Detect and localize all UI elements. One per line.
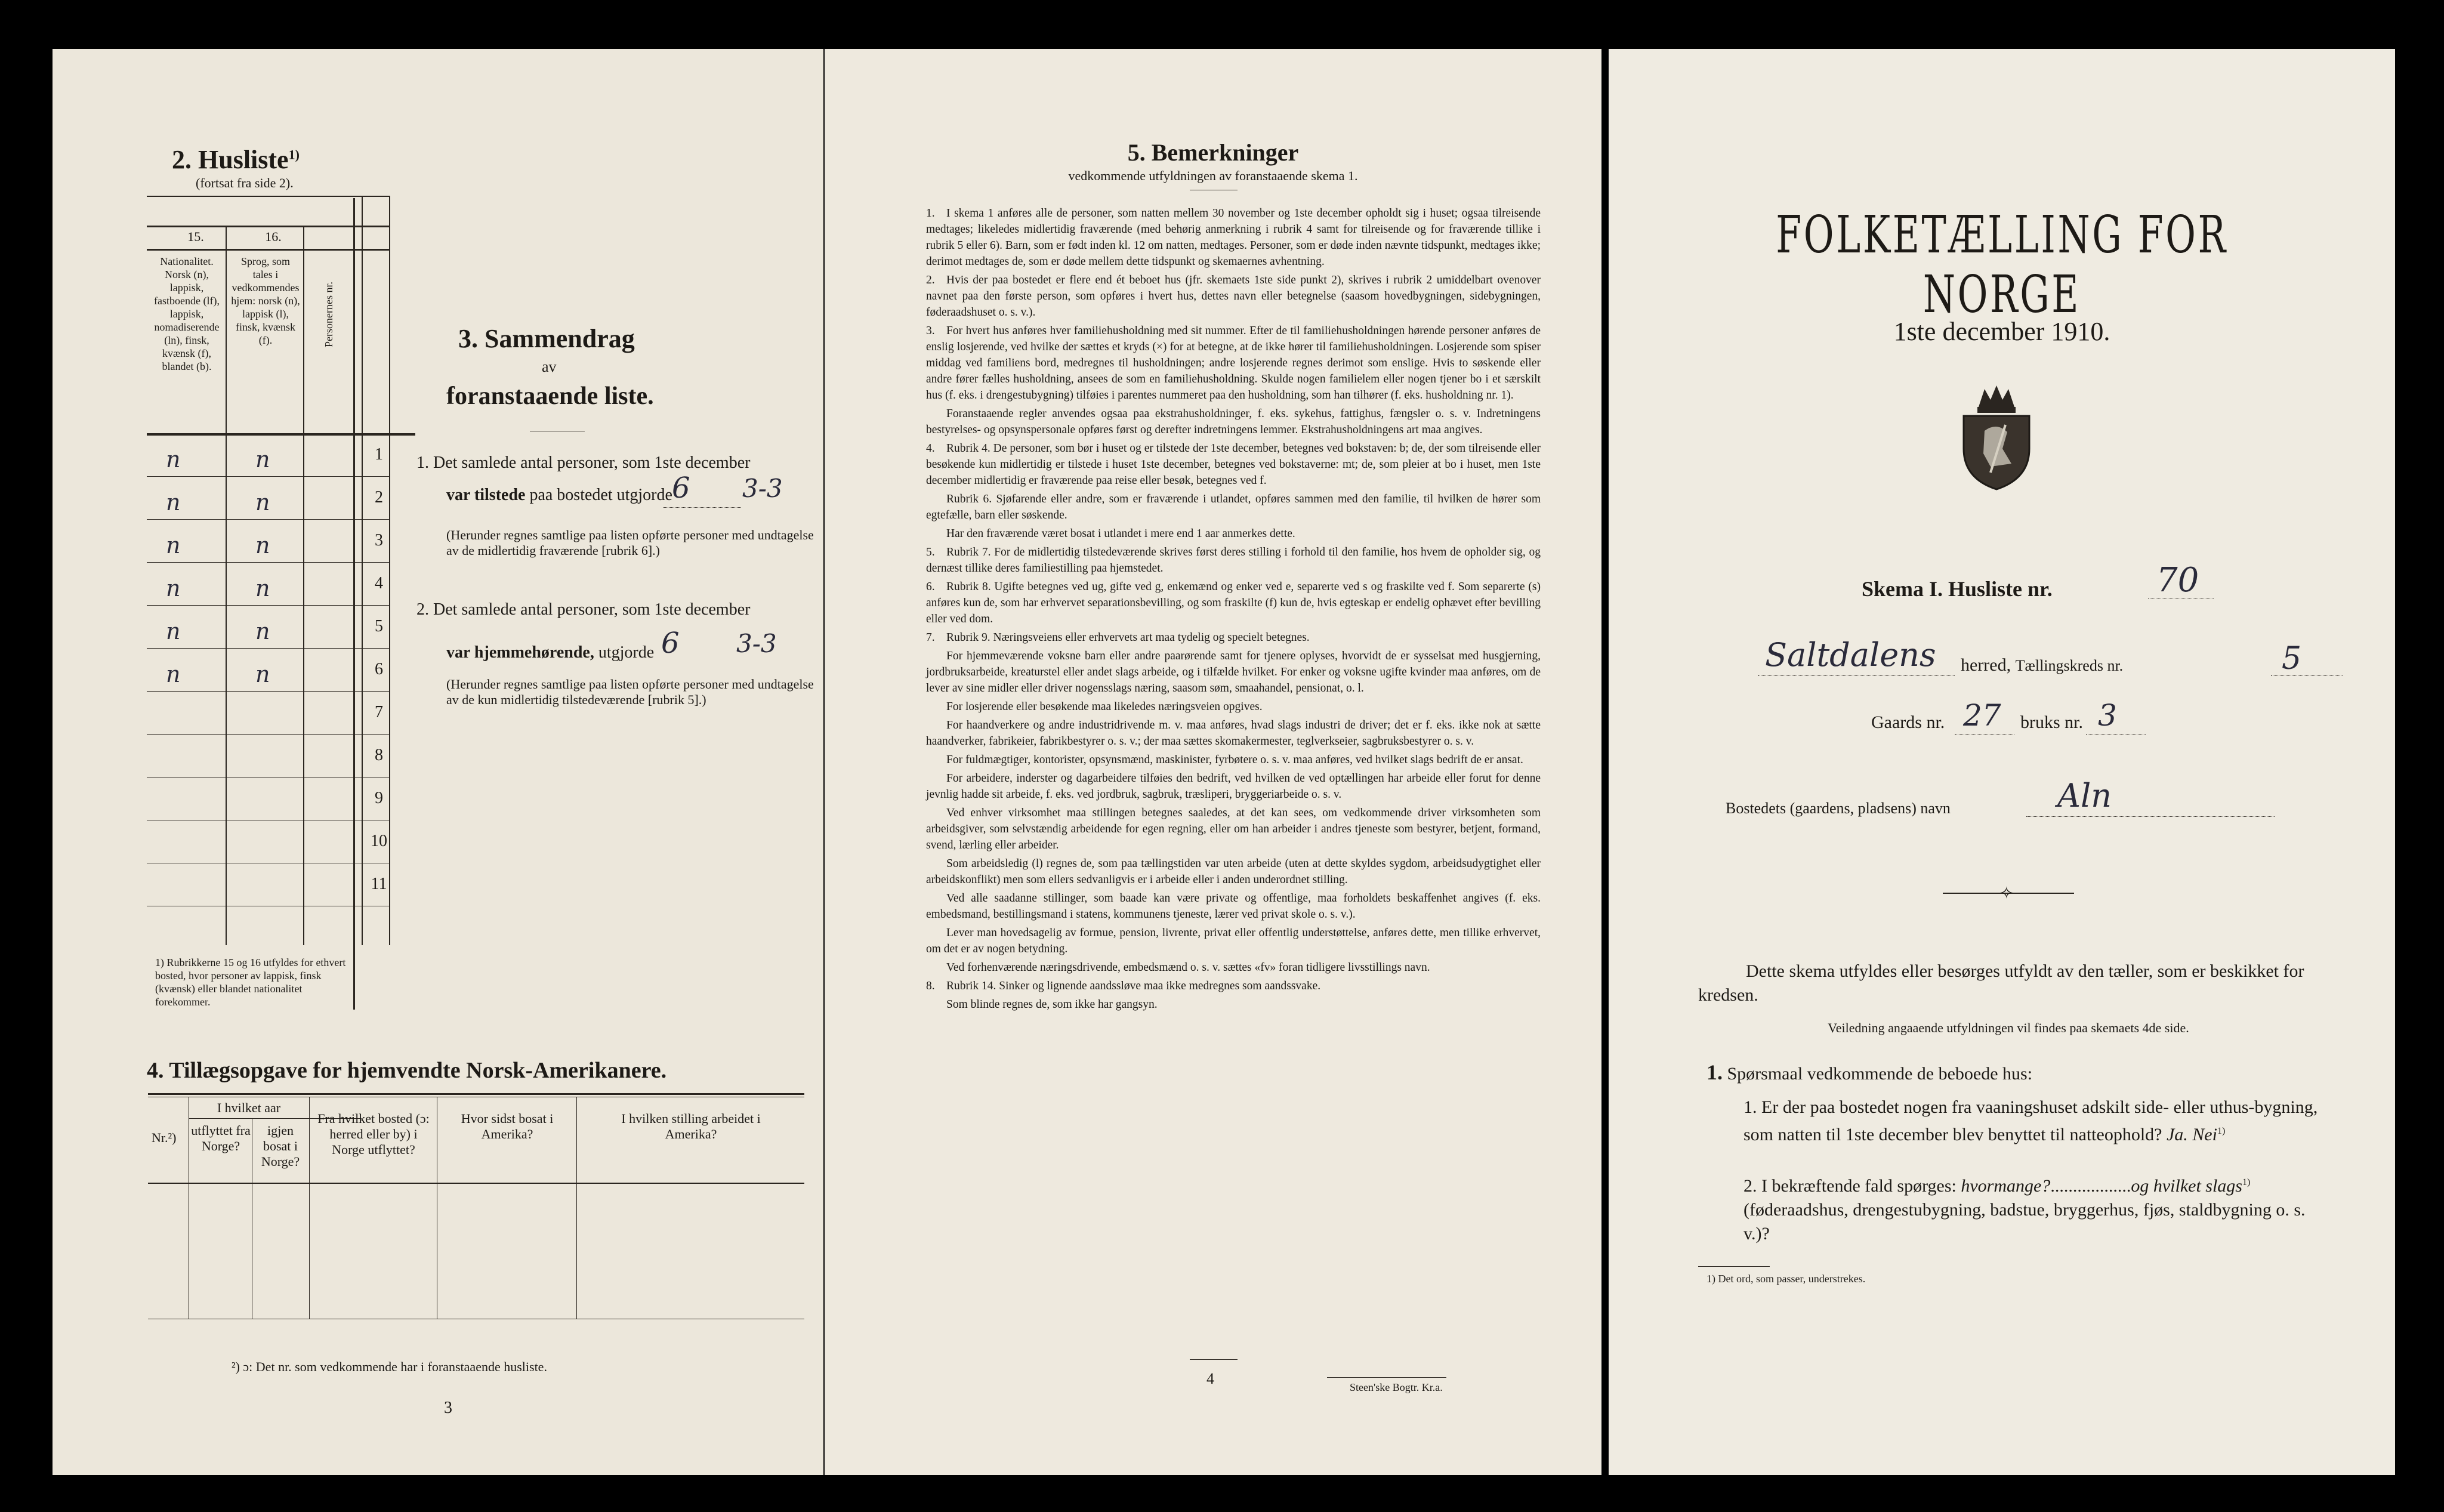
sammendrag-item2: 2. Det samlede antal personer, som 1ste december <box>416 600 751 619</box>
row-number: 8 <box>375 746 383 764</box>
col-igjen: igjen bosat i Norge? <box>261 1123 300 1169</box>
row-number: 9 <box>375 789 383 807</box>
husliste-footnote: 1) Rubrikkerne 15 og 16 utfyldes for ethvert bosted, hvor personer av lappisk, finsk (kvænsk) eller blandet nationalitet forekommer. <box>155 956 346 1008</box>
item2-value: 6 <box>661 627 680 660</box>
page-number-3: 3 <box>444 1399 452 1417</box>
remark-item: For losjerende eller besøkende maa likeledes næringsveien opgives. <box>946 701 1263 713</box>
remark-item: For fuldmægtiger, kontorister, opsynsmænd, maskinister, fyrbøtere o. s. v. maa anføres, ved hvilket slags bedrift de er ansat. <box>946 754 1523 766</box>
remark-item: 5. Rubrik 7. For de midlertidig tilstedeværende skrives først deres stilling i forhold til den familie, hos hvem de opholder sig, og dernæst tillike deres familiestilling paa hjemstedet. <box>926 546 1541 575</box>
col-15-header: Nationalitet. Norsk (n), lappisk, fastboende (lf), lappisk, nomadiserende (ln), finsk, kvænsk (f), blandet (b). <box>154 255 220 372</box>
coat-of-arms-icon <box>1955 383 2038 490</box>
bemerkninger-title: 5. Bemerkninger <box>1127 139 1299 166</box>
bemerkninger-subtitle: vedkommende utfyldningen av foranstaaende skema 1. <box>1068 168 1358 183</box>
skema-label: Skema I. Husliste nr. <box>1862 577 2053 601</box>
row-number: 7 <box>375 703 383 721</box>
col-nr: Nr.²) <box>152 1130 177 1145</box>
remark-item: Ved forhenværende næringsdrivende, embedsmænd o. s. v. sættes «fv» foran tidligere livsstillings navn. <box>946 961 1430 974</box>
col-hvor: Hvor sidst bosat i Amerika? <box>461 1111 554 1141</box>
sammendrag-item1-line: var tilstede paa bostedet utgjorde <box>446 486 672 504</box>
sammendrag-subtitle: foranstaaende liste. <box>446 382 654 410</box>
kreds-value: 5 <box>2282 641 2302 677</box>
remark-item: 6. Rubrik 8. Ugifte betegnes ved ug, gifte ved g, enkemænd og enker ved e, separerte ved s og fraskilte ved f. Som separerte (s) anføres kun de, som har erhvervet separationsbevilling, og som fraskilte (f) kun de, hvis egteskap er endelig ophævet efter bevilling eller ved dom. <box>926 581 1541 625</box>
remark-item: Lever man hovedsagelig av formue, pension, livrente, privat eller offentlig understøttelse, anføres dette, men tillike erhvervet, om det er av nogen betydning. <box>926 927 1541 955</box>
census-title: FOLKETÆLLING FOR NORGE <box>1776 205 2228 325</box>
bruks-value: 3 <box>2098 698 2117 733</box>
remarks-list <box>926 205 1541 1015</box>
veiledning-text: Veiledning angaaende utfyldningen vil findes paa skemaets 4de side. <box>1828 1020 2189 1035</box>
mark-col15: n n n n n n <box>166 446 181 687</box>
remark-item: Har den fraværende været bosat i utlandet i mere end 1 aar anmerkes dette. <box>946 527 1295 540</box>
remark-item: Rubrik 6. Sjøfarende eller andre, som er fraværende i utlandet, opføres sammen med den familie, til hvilken de hører som egtefælle, barn eller søskende. <box>926 493 1541 522</box>
remark-item: Ved enhver virksomhet maa stillingen betegnes saaledes, at det kan sees, om vedkommende driver virksomheten som arbeidsgiver, som selvstændig arbeidende for egen regning, eller om han arbeider i andres tjeneste som bestyrer, betjent, formand, svend, lærling eller arbeider. <box>926 807 1541 851</box>
herred-value: Saltdalens <box>1765 636 1936 674</box>
remark-item: Som arbeidsledig (l) regnes de, som paa tællingstiden var uten arbeide (uten at dette skyldes sygdom, arbeidsudygtighet eller arbeidskonflikt) men som ellers sedvanligvis er i arbeide eller i anden underordnet stilling. <box>926 857 1541 886</box>
item1-note: (Herunder regnes samtlige paa listen opførte personer med undtagelse av de midlertidig fraværende [rubrik 6].) <box>446 527 814 558</box>
row-number: 5 <box>375 617 383 635</box>
row-number: 4 <box>375 574 383 593</box>
ornament-icon: ✧ <box>1999 884 2014 903</box>
remark-item: For arbeidere, inderster og dagarbeidere tilføies den bedrift, ved hvilken de ved optællingen har arbeide eller forut for denne jevnlig hadde sit arbeide, f. eks. ved jordbruk, sagbruk, træsliperi, bryggeriarbeide o. s. v. <box>926 772 1541 801</box>
sammendrag-item1: 1. Det samlede antal personer, som 1ste december <box>416 453 751 472</box>
remark-item: 4. Rubrik 4. De personer, som bør i huset og er tilstede der 1ste december, betegnes ved bokstaven: b; de, der som tilreisende eller besøkende kun midlertidig er tilstede i huset 1ste december, betegnes ved bokstaverne: mt; de, som pleier at bo i huset, men 1ste december midlertidig er fraværende paa reise eller besøk, betegnes ved f. <box>926 442 1541 487</box>
bosted-label: Bostedets (gaardens, pladsens) navn <box>1726 800 1951 817</box>
page-number-4: 4 <box>1206 1370 1214 1387</box>
printer: Steen'ske Bogtr. Kr.a. <box>1350 1381 1443 1393</box>
col-personer-header: Personernes nr. <box>323 282 335 347</box>
bruks-label: bruks nr. <box>2020 712 2083 732</box>
remark-item: 8. Rubrik 14. Sinker og lignende aandssløve maa ikke medregnes som aandssvake. <box>926 980 1321 992</box>
husliste-title: 2. Husliste$^{1)}$ <box>172 145 300 174</box>
row-number: 2 <box>375 488 383 507</box>
col-year-header: I hvilket aar <box>217 1100 281 1115</box>
remark-item: 2. Hvis der paa bostedet er flere end ét beboet hus (jfr. skemaets 1ste side punkt 2), skrives i rubrik 2 umiddelbart ovenover navnet paa den første person, som opføres i hvert hus, dettes navn eller betegnelse (saasom hovedbygningen, sidebygningen, føderaadshuset o. s. v.). <box>926 274 1541 319</box>
page-1-footnote: 1) Det ord, som passer, understrekes. <box>1707 1273 1866 1285</box>
row-number: 3 <box>375 531 383 550</box>
page-4 <box>825 49 1601 1475</box>
tillaeg-title: 4. Tillægsopgave for hjemvendte Norsk-Amerikanere. <box>147 1058 667 1083</box>
remark-item: Foranstaaende regler anvendes ogsaa paa ekstrahusholdninger, f. eks. sykehus, fattighus, fængsler o. s. v. Indretningens bestyrelses- og opsynspersonale opføres først og derefter indretningens lemmer. Ekstrahusholdningens art maa angives. <box>926 408 1541 436</box>
mark-col16: n n n n n n <box>255 446 270 687</box>
row-number: 6 <box>375 660 383 678</box>
remark-item: 3. For hvert hus anføres hver familiehusholdning med sit nummer. Efter de til familiehusholdningen hørende personer anføres de enslig losjerende, ved hvilke der sættes et kryds (×) for at betegne, at de ikke hører til familiehusholdningen. Losjerende som spiser middag ved familiens bord, medregnes til husholdningen; andre losjerende regnes derimot som enslige. Hvis to søskende eller andre fører fælles husholdning, ansees de som en familiehusholdning. Skulde nogen familielem eller nogen tjener bo i et særskilt hus (f. eks. i drengestubygning) tilføies i parentes nummeret paa den husholdning, som han tilhører (f. eks. husholdning nr. 1). <box>926 325 1541 402</box>
col-16-number: 16. <box>265 229 282 244</box>
question-2: 2. I bekræftende fald spørges: hvormange?..................og hvilket slags$^{1)}$ (føderaadshus, drengestubygning, badstue, bryggerhus, fjøs, staldbygning o. s. v.)? <box>1743 1176 2306 1243</box>
remark-item: For hjemmeværende voksne barn eller andre paarørende samt for tjenere oplyses, hvorvidt de er sysselsat med husgjerning, jordbruksarbeide, kreaturstel eller andet slags arbeide, og i tilfælde hvilket. For enker og voksne ugifte kvinder maa anføres, om de lever av sine midler eller driver nogensslags næring, saasom søm, smaahandel, pensionat, o. l. <box>926 650 1541 695</box>
col-stilling: I hvilken stilling arbeidet i Amerika? <box>621 1111 761 1141</box>
row-number: 11 <box>371 875 387 893</box>
question-1: 1. Er der paa bostedet nogen fra vaaningshuset adskilt side- eller uthus-bygning, som natten til 1ste december blev benyttet til natteophold? Ja. Nei$^{1)}$ <box>1743 1097 2318 1144</box>
col-fra: Fra hvilket bosted (ɔ: herred eller by) i Norge utflyttet? <box>317 1111 430 1157</box>
census-date: 1ste december 1910. <box>1893 317 2110 346</box>
intro-text: Dette skema utfyldes eller besørges utfyldt av den tæller, som er beskikket for kredsen. <box>1698 961 2304 1005</box>
gaards-value: 27 <box>1963 698 2001 733</box>
remark-item: Som blinde regnes de, som ikke har gangsyn. <box>946 998 1158 1011</box>
sammendrag-av: av <box>542 358 557 375</box>
item2-note: (Herunder regnes samtlige paa listen opførte personer med undtagelse av de kun midlertidig tilstedeværende [rubrik 5].) <box>446 677 814 707</box>
remark-item: Ved alle saadanne stillinger, som baade kan være private og offentlige, maa forholdets beskaffenhet angives (f. eks. embedsmand, bestillingsmand i statens, kommunens tjeneste, lærer ved privat skole o. s. v.). <box>926 892 1541 921</box>
husliste-number: 70 <box>2156 561 2199 600</box>
sammendrag-item2-line: var hjemmehørende, utgjorde <box>446 643 655 662</box>
gaards-label: Gaards nr. <box>1871 712 1945 732</box>
row-number: 10 <box>371 832 387 850</box>
col-utflyttet: utflyttet fra Norge? <box>191 1123 251 1153</box>
tillaeg-footnote: ²) ɔ: Det nr. som vedkommende har i foranstaaende husliste. <box>232 1359 547 1374</box>
remark-item: For haandverkere og andre industridrivende m. v. maa anføres, hvad slags industri de driver; det er f. eks. ikke nok at sætte haandverker, fabrikeier, fabrikbestyrer o. s. v.; der maa sættes skomakermester, teglverkseier, sagbruksbestyrer o. s. v. <box>926 719 1541 748</box>
husliste-subtitle: (fortsat fra side 2). <box>196 175 294 190</box>
col-15-number: 15. <box>187 229 204 244</box>
herred-kreds-line: herred, Tællingskreds nr. <box>1961 655 2124 675</box>
questions-header: 1. Spørsmaal vedkommende de beboede hus: <box>1707 1060 2033 1084</box>
page-3 <box>53 49 823 1475</box>
bosted-value: Aln <box>2057 777 2112 814</box>
row-number: 1 <box>375 445 383 464</box>
remark-item: 7. Rubrik 9. Næringsveiens eller erhvervets art maa tydelig og specielt betegnes. <box>926 631 1310 644</box>
remark-item: 1. I skema 1 anføres alle de personer, som natten mellem 30 november og 1ste december opholdt sig i huset; ogsaa tilreisende medtages; likeledes midlertidig fraværende (med behørig anmerkning i rubrik 4 samt for tilreisende og for fraværende tillike i rubrik 5 eller 6). Barn, som er født inden kl. 12 om natten, medtages. Personer, som er døde inden nævnte tidspunkt, medtages ikke; derimot medtages de, som er døde mellem dette tidspunkt og skemaernes avhentning. <box>926 207 1541 268</box>
item2-split: 3-3 <box>736 629 777 658</box>
col-16-header: Sprog, som tales i vedkommendes hjem: norsk (n), lappisk (l), finsk, kvænsk (f). <box>231 255 300 346</box>
item1-value: 6 <box>672 471 690 505</box>
sammendrag-title: 3. Sammendrag <box>458 324 635 353</box>
item1-split: 3-3 <box>742 474 783 503</box>
page-1 <box>1609 49 2395 1475</box>
row-numbers <box>369 433 389 906</box>
